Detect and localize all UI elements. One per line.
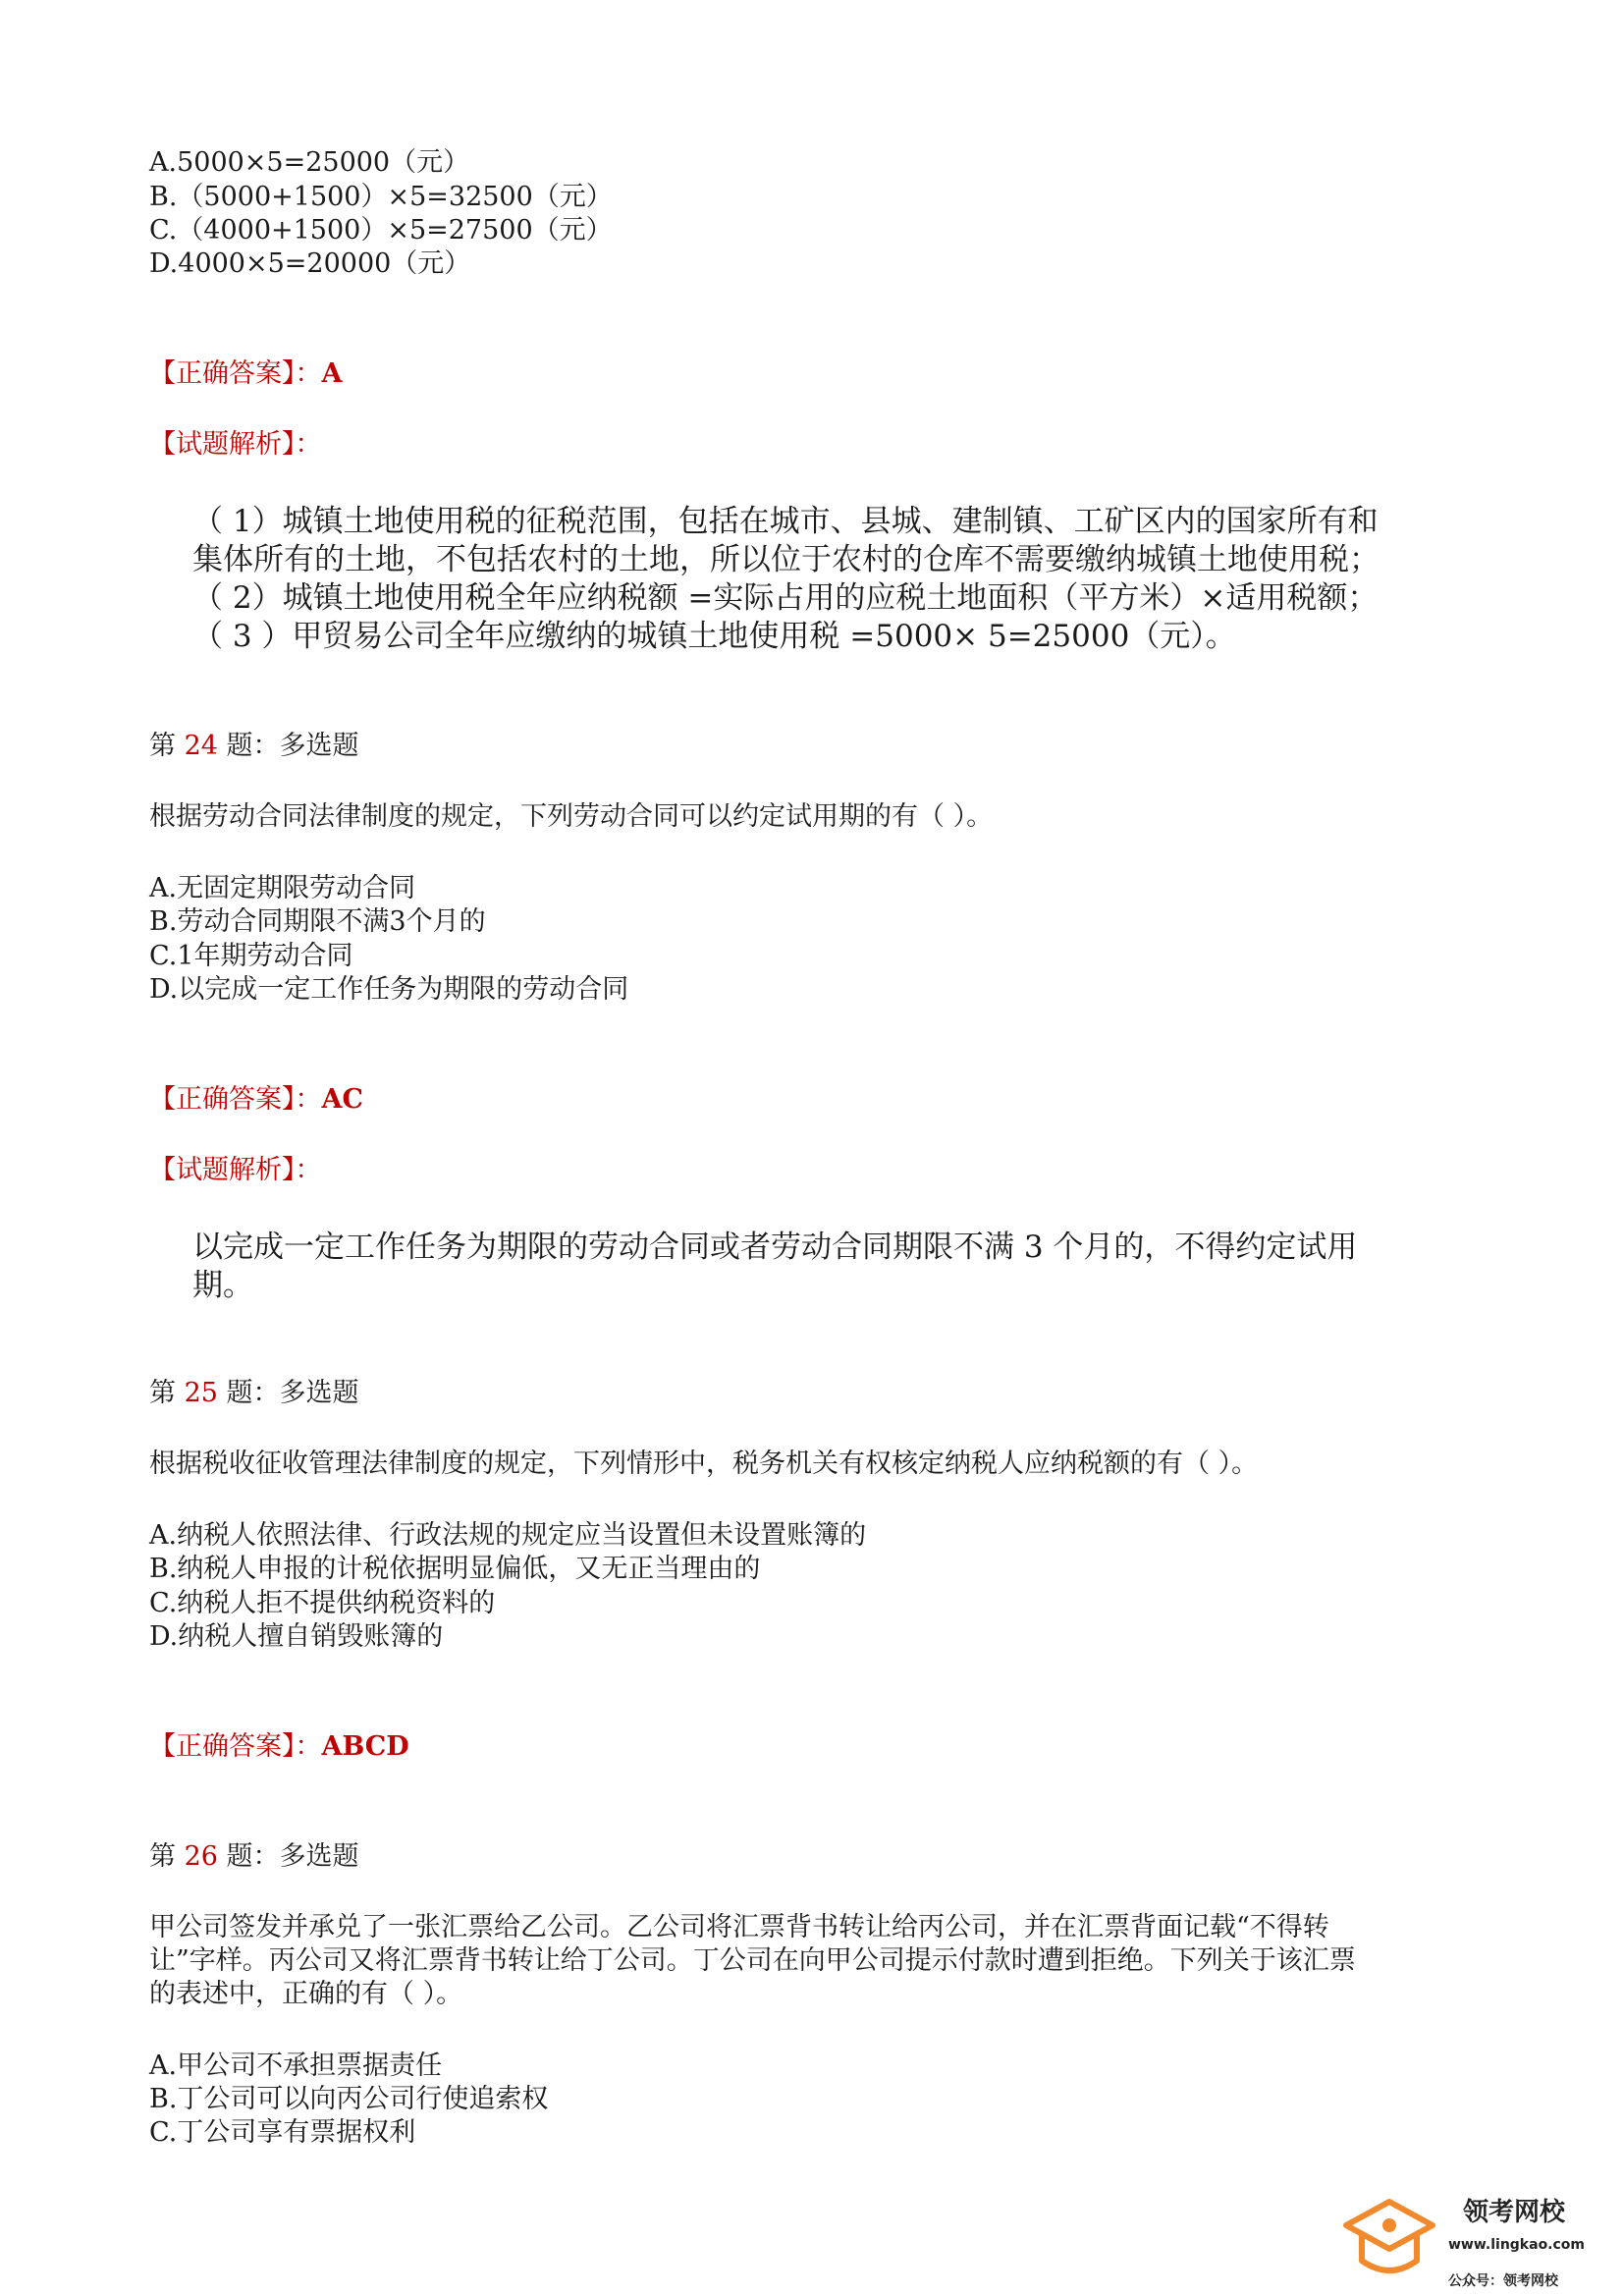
q26-option-a: A.甲公司不承担票据责任: [149, 2050, 443, 2081]
q25-answer: [149, 1730, 409, 1764]
analysis-line: （ 2）城镇土地使用税全年应纳税额 =实际占用的应税土地面积（平方米）×适用税额；: [192, 580, 1379, 616]
q25-option-d: D.纳税人擅自销毁账簿的: [149, 1621, 444, 1652]
analysis-line: （ 3 ）甲贸易公司全年应缴纳的城镇土地使用税 =5000× 5=25000（元）。: [192, 619, 1236, 654]
q26-header: [149, 1840, 359, 1874]
q24-option-a: A.无固定期限劳动合同: [149, 873, 416, 903]
question-number: 25: [184, 1378, 218, 1408]
q24-option-c: C.1年期劳动合同: [149, 941, 353, 971]
graduation-cap-icon: [1340, 2190, 1438, 2288]
analysis-line: 以完成一定工作任务为期限的劳动合同或者劳动合同期限不满 3 个月的，不得约定试用: [192, 1230, 1358, 1265]
logo-url: www.lingkao.com: [1448, 2237, 1586, 2253]
q23-answer: [149, 357, 342, 391]
analysis-line: 集体所有的土地，不包括农村的土地，所以位于农村的仓库不需要缴纳城镇土地使用税；: [192, 542, 1380, 577]
analysis-label: 【试题解析】：: [149, 1155, 322, 1185]
q25-stem: 根据税收征收管理法律制度的规定，下列情形中，税务机关有权核定纳税人应纳税额的有（ ）。: [149, 1449, 1259, 1479]
q23-analysis-label: [149, 428, 322, 462]
question-prefix: 第: [149, 731, 176, 761]
answer-value: A: [321, 358, 343, 389]
question-type: 题：多选题: [226, 1841, 359, 1872]
q24-stem: 根据劳动合同法律制度的规定，下列劳动合同可以约定试用期的有（ ）。: [149, 801, 994, 832]
q23-option-c: C.（4000+1500）×5=27500（元）: [149, 215, 613, 246]
stem-line: 的表述中，正确的有（ ）。: [149, 1979, 463, 2009]
answer-value: ABCD: [321, 1731, 409, 1762]
analysis-line: 期。: [192, 1268, 253, 1303]
q25-option-a: A.纳税人依照法律、行政法规的规定应当设置但未设置账簿的: [149, 1520, 867, 1551]
q23-option-b: B.（5000+1500）×5=32500（元）: [149, 182, 613, 212]
q24-option-d: D.以完成一定工作任务为期限的劳动合同: [149, 974, 629, 1005]
answer-label: 【正确答案】：: [149, 1084, 322, 1115]
question-number: 24: [184, 731, 218, 761]
lingkao-logo: [1340, 2182, 1596, 2296]
logo-wechat: 公众号：领考网校: [1448, 2273, 1558, 2289]
q23-option-d: D.4000×5=20000（元）: [149, 248, 471, 279]
q26-option-b: B.丁公司可以向丙公司行使追索权: [149, 2084, 549, 2114]
question-prefix: 第: [149, 1378, 176, 1408]
logo-name: 领考网校: [1463, 2198, 1566, 2227]
q23-option-a: A.5000×5=25000（元）: [149, 147, 470, 178]
analysis-label: 【试题解析】：: [149, 429, 322, 460]
q25-header: [149, 1377, 359, 1410]
q24-header: [149, 730, 359, 763]
q24-answer: [149, 1083, 363, 1117]
answer-value: AC: [321, 1084, 363, 1115]
question-type: 题：多选题: [226, 731, 359, 761]
question-number: 26: [184, 1841, 218, 1872]
question-prefix: 第: [149, 1841, 176, 1872]
answer-label: 【正确答案】：: [149, 358, 322, 389]
q26-option-c: C.丁公司享有票据权利: [149, 2117, 416, 2148]
stem-line: 甲公司签发并承兑了一张汇票给乙公司。乙公司将汇票背书转让给丙公司，并在汇票背面记载“不得转: [149, 1912, 1329, 1942]
q24-option-b: B.劳动合同期限不满3个月的: [149, 906, 486, 937]
q25-option-b: B.纳税人申报的计税依据明显偏低，又无正当理由的: [149, 1554, 761, 1584]
q24-analysis-label: [149, 1154, 322, 1187]
q25-option-c: C.纳税人拒不提供纳税资料的: [149, 1588, 496, 1618]
question-type: 题：多选题: [226, 1378, 359, 1408]
stem-line: 让”字样。丙公司又将汇票背书转让给丁公司。丁公司在向甲公司提示付款时遭到拒绝。下列关于该汇票: [149, 1945, 1356, 1976]
answer-label: 【正确答案】：: [149, 1731, 322, 1762]
analysis-line: （ 1）城镇土地使用税的征税范围，包括在城市、县城、建制镇、工矿区内的国家所有和: [192, 504, 1379, 539]
